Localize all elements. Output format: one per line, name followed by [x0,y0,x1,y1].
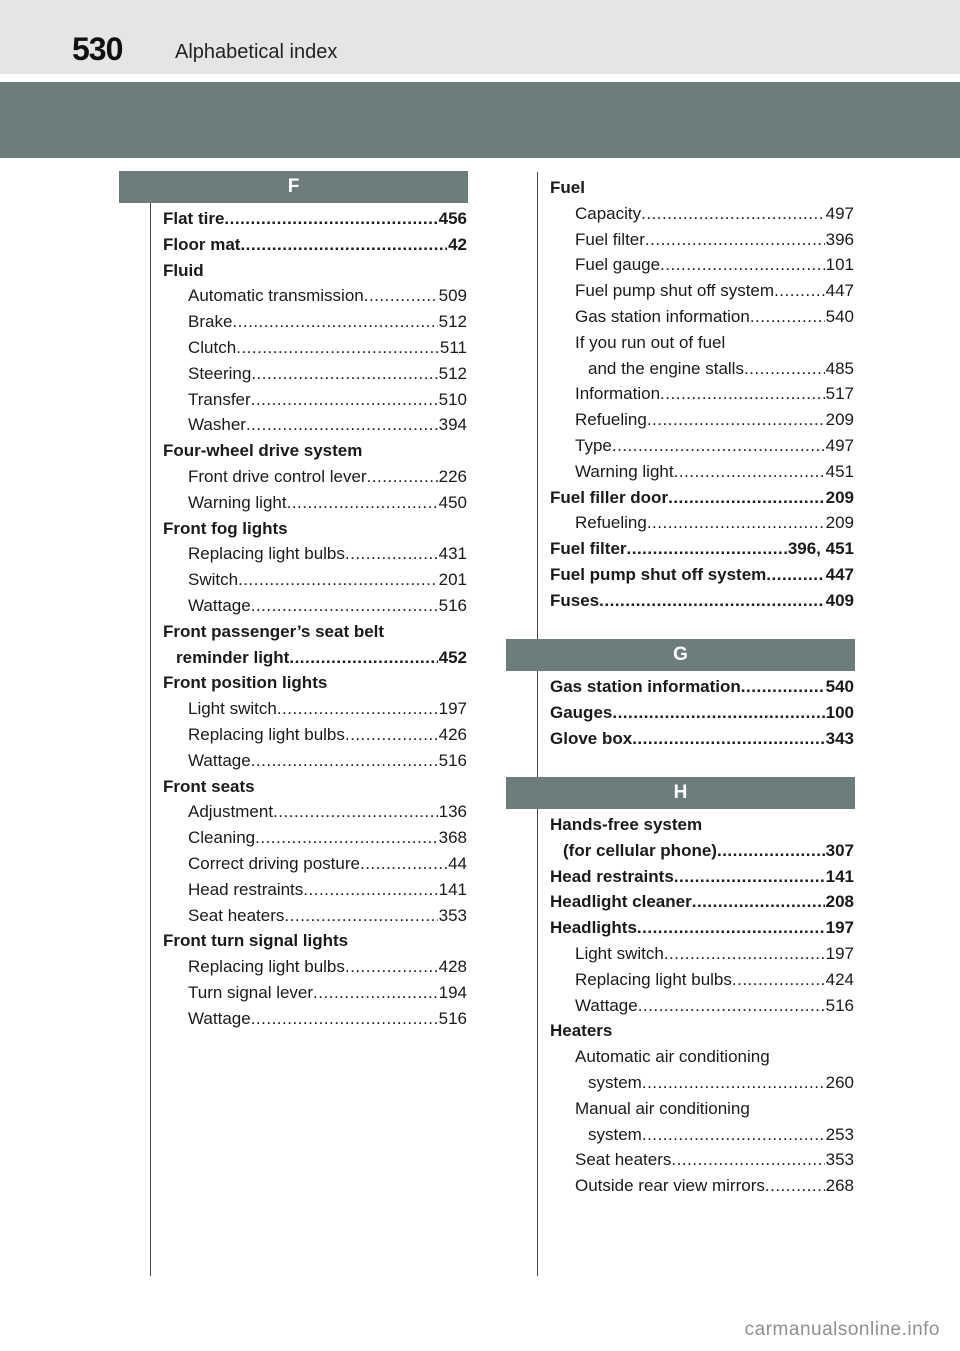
index-page-ref: 428 [438,957,467,977]
index-term: Front fog lights [163,518,288,538]
index-entry [163,490,467,516]
index-page-ref: 368 [438,828,467,848]
index-entry [550,356,854,382]
index-term: Clutch [188,337,237,357]
index-page-ref: 540 [825,677,854,696]
dot-leader [632,726,824,752]
dot-leader [668,485,825,511]
index-entry [550,812,854,838]
index-page-ref: 497 [825,203,854,223]
index-page-ref: 44 [448,853,467,873]
index-term: Head restraints [550,866,674,886]
index-term: Flat tire [163,209,225,228]
index-entry [550,1096,854,1122]
index-term: Light switch [188,699,277,719]
index-page-ref: 201 [438,570,467,590]
index-term: Fuel filler door [550,487,669,507]
index-entry [550,1147,854,1173]
dot-leader [313,980,438,1006]
index-term: Capacity [575,203,642,223]
index-term: Information [575,384,661,404]
index-entry [550,510,854,536]
index-entry [550,700,854,726]
index-term: Adjustment [188,802,274,822]
index-page-ref: 208 [825,892,854,912]
index-entry [163,438,467,464]
index-page-ref: 396 [825,229,854,249]
index-entry [550,993,854,1019]
section-f-header: F [119,171,468,203]
page-title: Alphabetical index [175,41,338,63]
index-entry [550,864,854,890]
index-term: Automatic air conditioning [575,1047,770,1067]
index-term: Light switch [575,943,664,963]
index-entry [550,330,854,356]
index-page-ref: 447 [825,564,854,584]
dot-leader [345,722,438,748]
dot-leader [251,1006,438,1032]
index-term: Steering [188,363,252,383]
dot-leader [612,700,824,726]
dot-leader [647,510,825,536]
index-page-ref: 100 [825,702,854,722]
index-entry [163,258,467,284]
index-entry [550,915,854,941]
dot-leader [674,459,825,485]
left-column-rule [150,203,151,1276]
index-term: Fuel [550,178,585,197]
index-term: Outside rear view mirrors [575,1176,765,1196]
index-term: Wattage [188,595,251,615]
dot-leader [289,645,437,671]
index-term: Correct driving posture [188,853,360,873]
index-entry [550,175,854,201]
header-bar [0,0,960,74]
index-page-ref: 307 [825,840,854,860]
index-entry [163,980,467,1006]
index-term: Fuel pump shut off system [550,564,767,584]
dot-leader [692,889,825,915]
index-entry [550,381,854,407]
index-entry [550,1044,854,1070]
index-page-ref: 450 [438,492,467,512]
index-page-ref: 452 [438,647,467,667]
index-page-ref: 451 [825,461,854,481]
index-entry [550,1070,854,1096]
index-term: Floor mat [163,234,241,254]
index-entry [550,433,854,459]
index-page-ref: 197 [438,699,467,719]
dot-leader [224,206,437,232]
index-page-ref: 447 [825,281,854,301]
dot-leader [251,361,437,387]
index-term: and the engine stalls [588,358,744,378]
dot-leader [647,407,825,433]
index-term: Fuses [550,590,600,610]
index-term: Fuel filter [550,539,627,559]
index-term: Headlight cleaner [550,892,692,912]
index-entry [163,593,467,619]
right-index-g-column [550,674,854,751]
index-term: Front turn signal lights [163,931,349,951]
index-entry [550,278,854,304]
index-term: Replacing light bulbs [188,544,345,564]
index-page-ref: 426 [438,724,467,744]
index-term: Fluid [163,260,204,280]
index-term: Four-wheel drive system [163,441,363,461]
index-term: Front seats [163,776,255,796]
index-term: Front passenger’s seat belt [163,621,385,641]
index-term: Type [575,435,612,455]
dot-leader [364,283,438,309]
index-entry [163,903,467,929]
index-entry [163,722,467,748]
index-term: If you run out of fuel [575,332,726,352]
dot-leader [637,915,825,941]
index-entry [163,619,467,645]
index-entry [550,485,854,511]
index-entry [550,252,854,278]
index-entry [163,206,467,232]
index-entry [550,838,854,864]
index-page-ref: 209 [825,513,854,533]
dot-leader [660,381,825,407]
index-page-ref: 516 [825,995,854,1015]
index-term: Wattage [188,1008,251,1028]
index-term: Headlights [550,918,637,938]
index-page-ref: 194 [438,982,467,1002]
index-term: Warning light [575,461,674,481]
dot-leader [638,993,825,1019]
index-page-ref: 260 [825,1072,854,1092]
dot-leader [232,309,437,335]
index-page-ref: 516 [438,1008,467,1028]
index-term: Head restraints [188,879,304,899]
index-term: Seat heaters [188,905,285,925]
index-term: system [588,1124,642,1144]
index-term: Front position lights [163,673,328,693]
index-entry [163,412,467,438]
index-entry [550,1122,854,1148]
index-entry [550,588,854,614]
dot-leader [732,967,825,993]
index-page-ref: 353 [825,1150,854,1170]
index-term: Gas station information [575,306,750,326]
right-index-h-column [550,812,854,1199]
index-entry [163,799,467,825]
index-term: Refueling [575,410,647,430]
right-column-rule [537,172,538,1276]
index-page-ref: 209 [825,487,854,507]
index-page-ref: 509 [438,286,467,306]
index-term: reminder light [176,647,290,667]
index-page-ref: 197 [825,943,854,963]
index-term: Fuel filter [575,229,645,249]
index-entry [550,674,854,700]
index-entry [163,283,467,309]
index-page-ref: 141 [825,866,854,886]
dot-leader [284,903,437,929]
index-term: Front drive control lever [188,466,367,486]
index-term: Gas station information [550,677,741,696]
index-page-ref: 516 [438,595,467,615]
index-term: Fuel gauge [575,255,661,275]
index-page-ref: 512 [438,363,467,383]
index-page-ref: 497 [825,435,854,455]
index-entry [163,464,467,490]
right-index-f-column [550,175,854,614]
index-page-ref: 516 [438,750,467,770]
dot-leader [303,877,437,903]
index-term: Brake [188,312,233,332]
index-entry [163,954,467,980]
index-term: Replacing light bulbs [575,969,732,989]
index-page-ref: 396, 451 [787,539,854,559]
index-term: Replacing light bulbs [188,724,345,744]
index-page-ref: 343 [825,728,854,748]
index-term: Cleaning [188,828,256,848]
index-entry [550,1018,854,1044]
dot-leader [287,490,438,516]
index-page-ref: 226 [438,466,467,486]
index-entry [163,516,467,542]
index-page-ref: 512 [438,312,467,332]
index-page-ref: 540 [825,306,854,326]
index-term: Warning light [188,492,287,512]
index-entry [163,387,467,413]
index-term: Gauges [550,702,613,722]
index-entry [163,232,467,258]
index-page-ref: 101 [825,255,854,275]
index-entry [550,536,854,562]
index-term: Glove box [550,728,633,748]
index-page-ref: 197 [825,918,854,938]
dot-leader [642,1122,825,1148]
dot-leader [671,1147,824,1173]
dot-leader [345,541,438,567]
index-term: Switch [188,570,239,590]
index-page-ref: 409 [825,590,854,610]
dot-leader [774,278,825,304]
dot-leader [766,562,824,588]
index-term: Hands-free system [550,815,703,834]
dot-leader [642,1070,825,1096]
index-entry [163,696,467,722]
dot-leader [251,593,438,619]
dot-leader [255,825,438,851]
index-term: Wattage [188,750,251,770]
index-page-ref: 209 [825,410,854,430]
dot-leader [240,232,447,258]
section-g-header: G [506,639,855,671]
dot-leader [717,838,825,864]
index-entry [163,774,467,800]
index-page-ref: 353 [438,905,467,925]
dot-leader [273,799,438,825]
index-page-ref: 253 [825,1124,854,1144]
index-term: system [588,1072,642,1092]
index-term: Heaters [550,1021,613,1041]
index-entry [550,407,854,433]
index-page-ref: 424 [825,969,854,989]
index-page-ref: 268 [825,1176,854,1196]
index-entry [163,1006,467,1032]
index-page-ref: 510 [438,389,467,409]
index-term: Transfer [188,389,251,409]
index-entry [550,889,854,915]
dot-leader [741,674,825,700]
dot-leader [367,464,438,490]
index-entry [550,201,854,227]
index-entry [550,562,854,588]
dot-leader [674,864,825,890]
index-entry [163,670,467,696]
dot-leader [612,433,825,459]
index-page-ref: 431 [438,544,467,564]
dot-leader [599,588,824,614]
dot-leader [345,954,438,980]
index-entry [163,877,467,903]
index-entry [163,928,467,954]
dot-leader [664,941,825,967]
watermark: carmanualsonline.info [744,1319,940,1340]
dot-leader [645,227,825,253]
index-page-ref: 456 [438,209,467,228]
index-term: Seat heaters [575,1150,672,1170]
index-term: Automatic transmission [188,286,364,306]
dot-leader [750,304,825,330]
index-term: Washer [188,415,246,435]
dot-leader [627,536,787,562]
index-entry [550,941,854,967]
index-entry [550,459,854,485]
index-entry [163,748,467,774]
index-page-ref: 517 [825,384,854,404]
index-entry [163,361,467,387]
dot-leader [641,201,824,227]
index-term: Wattage [575,995,638,1015]
index-page-ref: 42 [448,234,467,254]
index-term: Fuel pump shut off system [575,281,775,301]
index-term: Replacing light bulbs [188,957,345,977]
left-index-column [163,206,467,1032]
index-entry [550,304,854,330]
section-h-header: H [506,777,855,809]
index-page-ref: 394 [438,415,467,435]
index-page-ref: 141 [438,879,467,899]
dot-leader [765,1173,825,1199]
dot-leader [660,252,825,278]
index-page-ref: 485 [825,358,854,378]
index-entry [550,726,854,752]
dot-leader [277,696,438,722]
index-entry [550,1173,854,1199]
index-entry [163,541,467,567]
index-page-ref: 511 [439,337,467,357]
dot-leader [251,387,438,413]
index-term: Manual air conditioning [575,1098,750,1118]
index-entry [163,335,467,361]
index-entry [163,825,467,851]
dot-leader [744,356,825,382]
index-entry [163,645,467,671]
dot-leader [251,748,438,774]
index-entry [550,227,854,253]
index-term: Refueling [575,513,647,533]
header-band [0,82,960,158]
index-term: Turn signal lever [188,982,314,1002]
index-entry [550,967,854,993]
dot-leader [360,851,447,877]
dot-leader [238,567,438,593]
dot-leader [236,335,439,361]
page-number: 530 [72,31,123,67]
index-entry [163,309,467,335]
dot-leader [246,412,438,438]
index-page-ref: 136 [438,802,467,822]
index-entry [163,567,467,593]
index-entry [163,851,467,877]
index-term: (for cellular phone) [563,840,717,860]
